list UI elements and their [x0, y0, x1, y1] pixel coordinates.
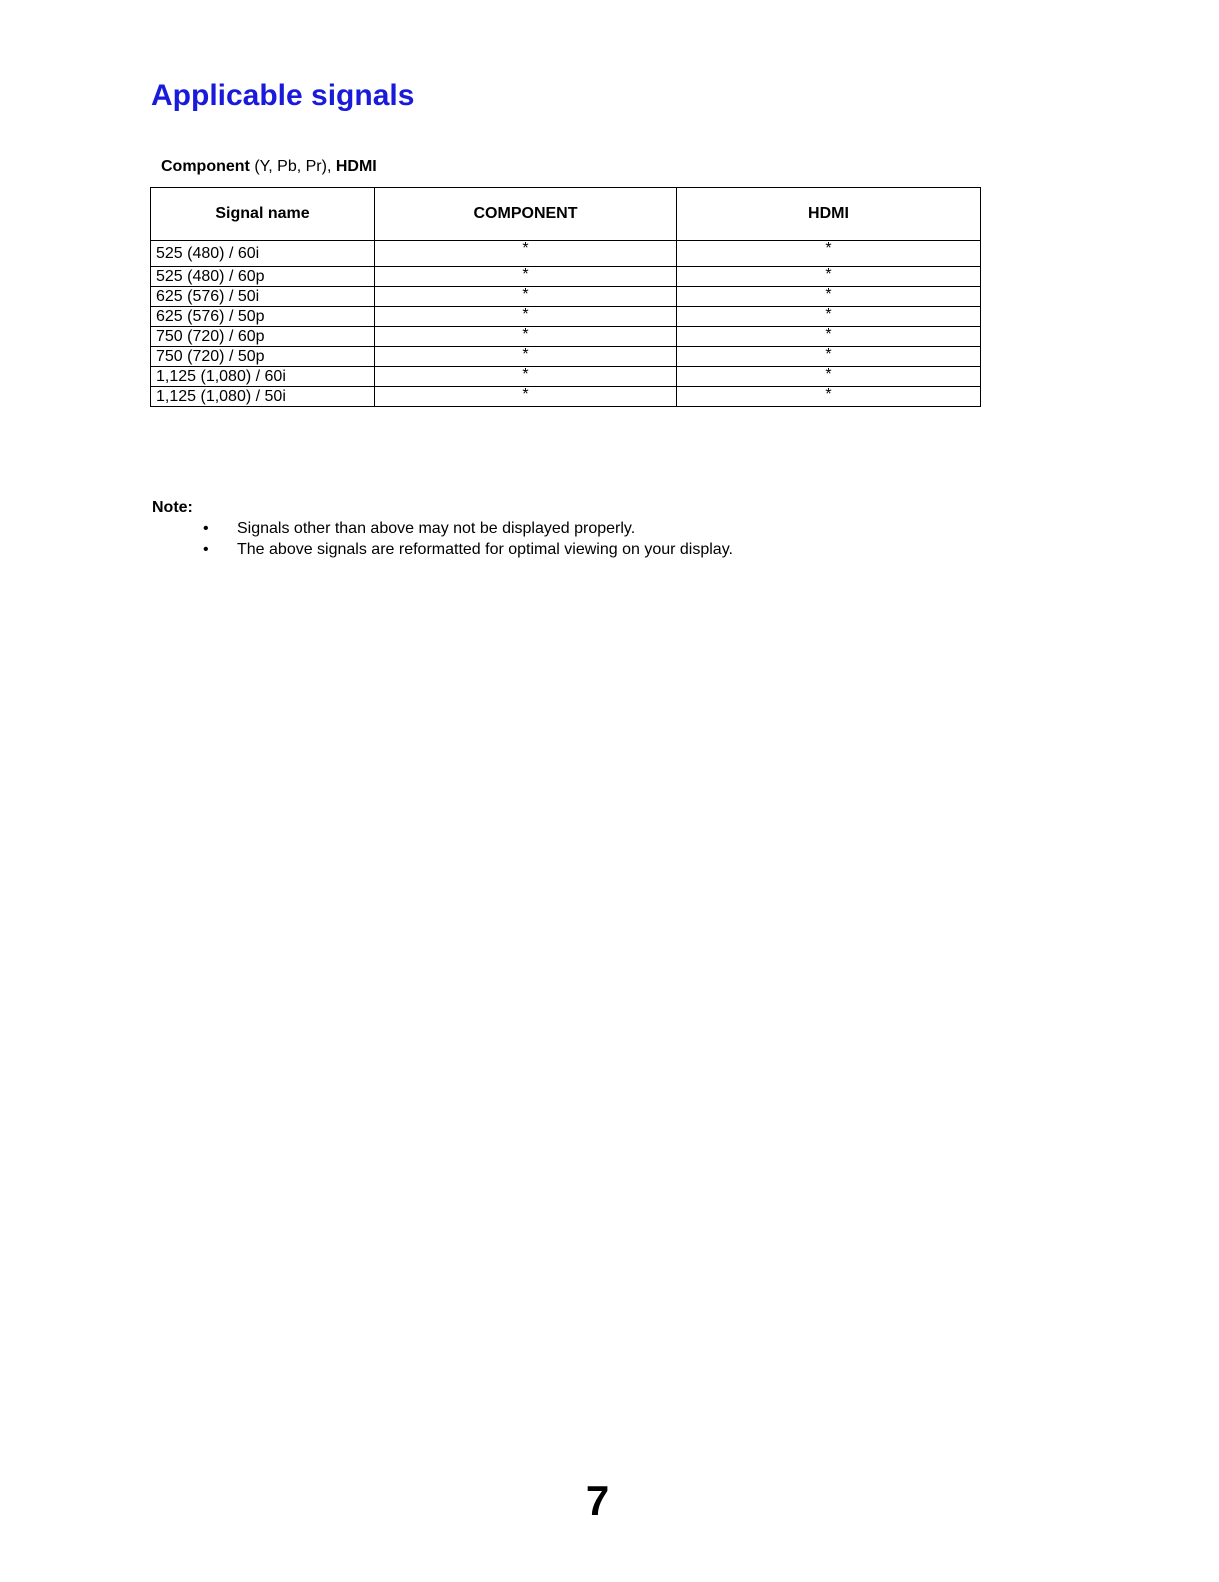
caption-connectors: (Y, Pb, Pr), — [249, 158, 336, 175]
component-cell: * — [375, 307, 677, 327]
hdmi-cell: * — [677, 307, 981, 327]
table-caption — [161, 157, 377, 177]
table-row — [151, 267, 981, 287]
hdmi-cell: * — [677, 241, 981, 267]
signal-name-cell: 525 (480) / 60p — [151, 267, 375, 287]
table-row — [151, 387, 981, 407]
hdmi-cell: * — [677, 267, 981, 287]
table-row — [151, 287, 981, 307]
hdmi-cell: * — [677, 347, 981, 367]
hdmi-cell: * — [677, 387, 981, 407]
hdmi-cell: * — [677, 367, 981, 387]
note-list — [200, 518, 733, 560]
table-row — [151, 347, 981, 367]
note-title: Note: — [152, 499, 193, 516]
component-cell: * — [375, 387, 677, 407]
signals-table — [150, 187, 981, 407]
component-cell: * — [375, 367, 677, 387]
component-cell: * — [375, 267, 677, 287]
bullet-icon: • — [203, 541, 209, 558]
table-row — [151, 327, 981, 347]
list-item — [200, 518, 733, 539]
header-signal-name: Signal name — [151, 188, 375, 241]
note-text: Signals other than above may not be displayed properly. — [237, 520, 636, 537]
component-cell: * — [375, 327, 677, 347]
list-item — [200, 539, 733, 560]
table-row — [151, 241, 981, 267]
hdmi-cell: * — [677, 327, 981, 347]
page-number: 7 — [585, 1477, 610, 1524]
table-header-row — [151, 188, 981, 241]
caption-hdmi: HDMI — [335, 158, 377, 175]
table-row — [151, 307, 981, 327]
header-hdmi: HDMI — [677, 188, 981, 241]
signal-name-cell: 1,125 (1,080) / 60i — [151, 367, 375, 387]
signal-name-cell: 750 (720) / 60p — [151, 327, 375, 347]
signal-name-cell: 625 (576) / 50i — [151, 287, 375, 307]
header-component: COMPONENT — [375, 188, 677, 241]
table-row — [151, 367, 981, 387]
hdmi-cell: * — [677, 287, 981, 307]
component-cell: * — [375, 241, 677, 267]
signal-name-cell: 750 (720) / 50p — [151, 347, 375, 367]
caption-component: Component — [161, 158, 250, 175]
signal-name-cell: 625 (576) / 50p — [151, 307, 375, 327]
signal-name-cell: 1,125 (1,080) / 50i — [151, 387, 375, 407]
bullet-icon: • — [203, 520, 209, 537]
signal-name-cell: 525 (480) / 60i — [151, 241, 375, 267]
component-cell: * — [375, 287, 677, 307]
page-title: Applicable signals — [151, 79, 415, 112]
component-cell: * — [375, 347, 677, 367]
note-text: The above signals are reformatted for optimal viewing on your display. — [237, 541, 733, 558]
